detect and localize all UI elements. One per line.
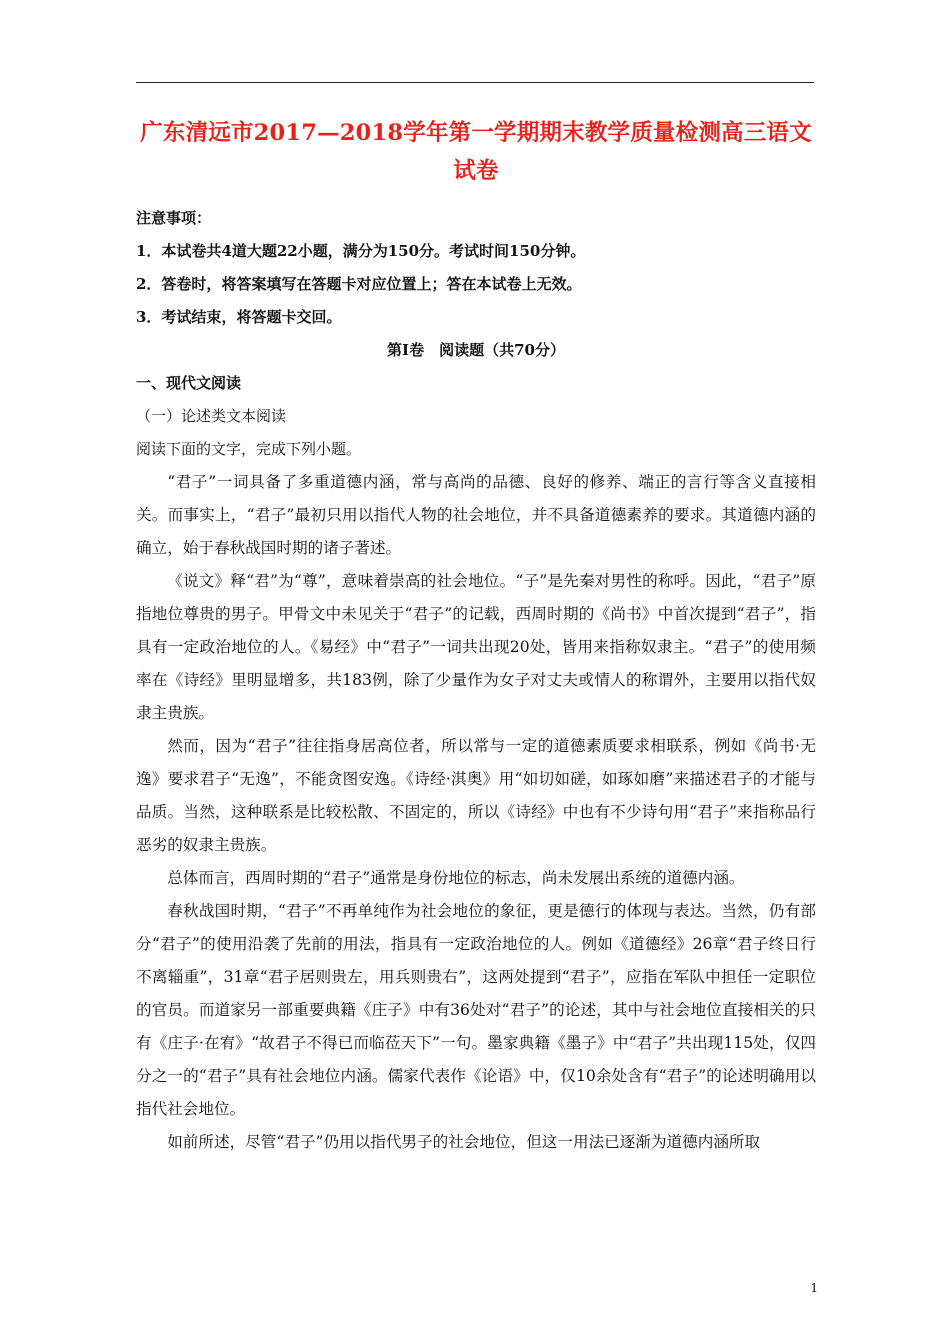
header-rule bbox=[136, 82, 814, 83]
exam-title: 广东清远市2017—2018学年第一学期期末教学质量检测高三语文试卷 bbox=[140, 120, 812, 184]
volume-heading: 第Ⅰ卷 阅读题（共70分） bbox=[387, 341, 565, 359]
body-paragraph: 总体而言，西周时期的“君子”通常是身份地位的标志，尚未发展出系统的道德内涵。 bbox=[167, 869, 745, 887]
notice-item: 1．本试卷共4道大题22小题，满分为150分。考试时间150分钟。 bbox=[136, 242, 586, 260]
body-paragraph: “君子”一词具备了多重道德内涵，常与高尚的品德、良好的修养、端正的言行等含义直接相关。而事实上，“君子”最初只用以指代人物的社会地位，并不具备道德素养的要求。其道德内涵的确立，始于春秋战国时期的诸子著述。 bbox=[136, 473, 816, 557]
notice-heading: 注意事项： bbox=[136, 209, 212, 227]
subsection-heading: （一）论述类文本阅读 bbox=[136, 407, 287, 425]
section-heading: 一、现代文阅读 bbox=[136, 374, 242, 392]
reading-instruction: 阅读下面的文字，完成下列小题。 bbox=[136, 440, 362, 458]
document-body bbox=[136, 114, 816, 1159]
body-paragraph: 春秋战国时期，“君子”不再单纯作为社会地位的象征，更是德行的体现与表达。当然，仍有部分“君子”的使用沿袭了先前的用法，指具有一定政治地位的人。例如《道德经》26章“君子终日行不离辎重”，31章“君子居则贵左，用兵则贵右”，这两处提到“君子”，应指在军队中担任一定职位的官员。而道家另一部重要典籍《庄子》中有36处对“君子”的论述，其中与社会地位直接相关的只有《庄子·在宥》“故君子不得已而临莅天下”一句。墨家典籍《墨子》中“君子”共出现115处，仅四分之一的“君子”具有社会地位内涵。儒家代表作《论语》中，仅10余处含有“君子”的论述明确用以指代社会地位。 bbox=[136, 902, 816, 1118]
body-paragraph: 然而，因为“君子”往往指身居高位者，所以常与一定的道德素质要求相联系，例如《尚书·无逸》要求君子“无逸”，不能贪图安逸。《诗经·淇奥》用“如切如磋，如琢如磨”来描述君子的才能与品质。当然，这种联系是比较松散、不固定的，所以《诗经》中也有不少诗句用“君子”来指称品行恶劣的奴隶主贵族。 bbox=[136, 737, 816, 854]
notice-item: 3．考试结束，将答题卡交回。 bbox=[136, 308, 342, 326]
body-paragraph: 《说文》释“君”为“尊”，意味着崇高的社会地位。“子”是先秦对男性的称呼。因此，“君子”原指地位尊贵的男子。甲骨文中未见关于“君子”的记载，西周时期的《尚书》中首次提到“君子”，指具有一定政治地位的人。《易经》中“君子”一词共出现20处，皆用来指称奴隶主。“君子”的使用频率在《诗经》里明显增多，共183例，除了少量作为女子对丈夫或情人的称谓外，主要用以指代奴隶主贵族。 bbox=[136, 572, 816, 722]
notice-item: 2．答卷时，将答案填写在答题卡对应位置上；答在本试卷上无效。 bbox=[136, 275, 582, 293]
body-paragraph: 如前所述，尽管“君子”仍用以指代男子的社会地位，但这一用法已逐渐为道德内涵所取 bbox=[167, 1133, 761, 1151]
page-number: 1 bbox=[810, 1281, 818, 1295]
